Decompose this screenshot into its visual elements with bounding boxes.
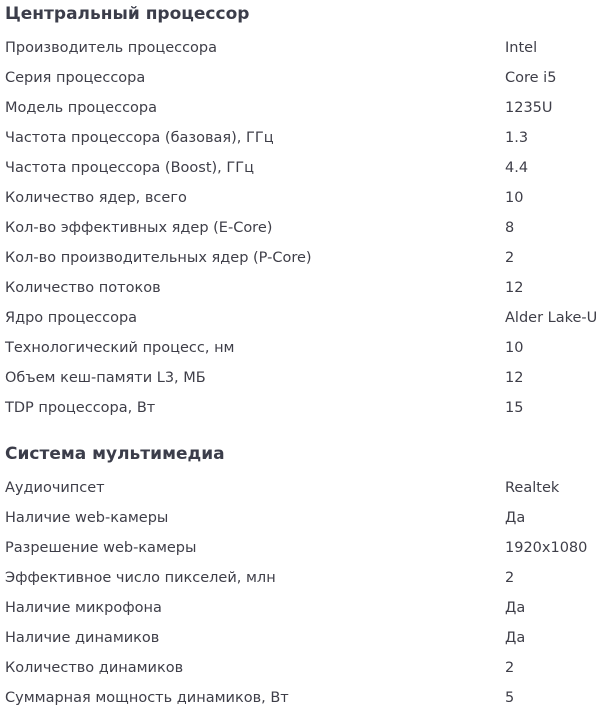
spec-name: Серия процессора: [5, 70, 146, 86]
spec-value: Да: [505, 630, 526, 646]
spec-value: Да: [505, 600, 526, 616]
spec-name: Эффективное число пикселей, млн: [5, 570, 276, 586]
spec-name: Производитель процессора: [5, 40, 218, 56]
spec-name: Наличие динамиков: [5, 630, 160, 646]
spec-row: [0, 653, 610, 683]
spec-value: 2: [505, 250, 515, 266]
spec-row: [0, 533, 610, 563]
spec-value: 1.3: [505, 130, 529, 146]
spec-value: 5: [505, 690, 515, 706]
spec-row: [0, 503, 610, 533]
spec-value: 2: [505, 570, 515, 586]
spec-name: Объем кеш-памяти L3, МБ: [5, 370, 206, 386]
spec-row: [0, 563, 610, 593]
spec-name: Разрешение web-камеры: [5, 540, 197, 556]
spec-value: 10: [505, 340, 524, 356]
spec-row: [0, 303, 610, 333]
spec-value: Alder Lake-U: [505, 310, 598, 326]
spec-name: Аудиочипсет: [5, 480, 105, 496]
spec-row: [0, 123, 610, 153]
spec-row: [0, 243, 610, 273]
spec-row: [0, 213, 610, 243]
section-title-cpu: Центральный процессор: [5, 4, 250, 24]
spec-value: 2: [505, 660, 515, 676]
spec-row: [0, 153, 610, 183]
spec-value: 10: [505, 190, 524, 206]
spec-name: Частота процессора (базовая), ГГц: [5, 130, 274, 146]
spec-value: 4.4: [505, 160, 529, 176]
spec-value: 15: [505, 400, 524, 416]
spec-name: Ядро процессора: [5, 310, 138, 326]
spec-name: TDP процессора, Вт: [5, 400, 156, 416]
spec-name: Модель процессора: [5, 100, 158, 116]
spec-name: Количество потоков: [5, 280, 161, 296]
spec-row: [0, 93, 610, 123]
spec-value: 1235U: [505, 100, 553, 116]
spec-row: [0, 33, 610, 63]
spec-row: [0, 683, 610, 713]
spec-name: Наличие микрофона: [5, 600, 162, 616]
spec-value: Realtek: [505, 480, 560, 496]
spec-name: Кол-во производительных ядер (P-Core): [5, 250, 312, 266]
spec-value: Intel: [505, 40, 538, 56]
spec-name: Кол-во эффективных ядер (E-Core): [5, 220, 273, 236]
spec-row: [0, 593, 610, 623]
spec-row: [0, 623, 610, 653]
spec-row: [0, 273, 610, 303]
spec-name: Суммарная мощность динамиков, Вт: [5, 690, 289, 706]
spec-row: [0, 393, 610, 423]
spec-value: 12: [505, 280, 524, 296]
spec-value: 1920x1080: [505, 540, 588, 556]
spec-name: Наличие web-камеры: [5, 510, 169, 526]
spec-row: [0, 63, 610, 93]
spec-row: [0, 363, 610, 393]
spec-value: Да: [505, 510, 526, 526]
spec-value: Core i5: [505, 70, 557, 86]
spec-value: 8: [505, 220, 515, 236]
spec-row: [0, 333, 610, 363]
spec-value: 12: [505, 370, 524, 386]
spec-name: Технологический процесс, нм: [5, 340, 235, 356]
spec-name: Количество динамиков: [5, 660, 184, 676]
spec-name: Количество ядер, всего: [5, 190, 187, 206]
spec-name: Частота процессора (Boost), ГГц: [5, 160, 254, 176]
spec-row: [0, 473, 610, 503]
spec-row: [0, 183, 610, 213]
section-title-multimedia: Система мультимедиа: [5, 444, 225, 464]
